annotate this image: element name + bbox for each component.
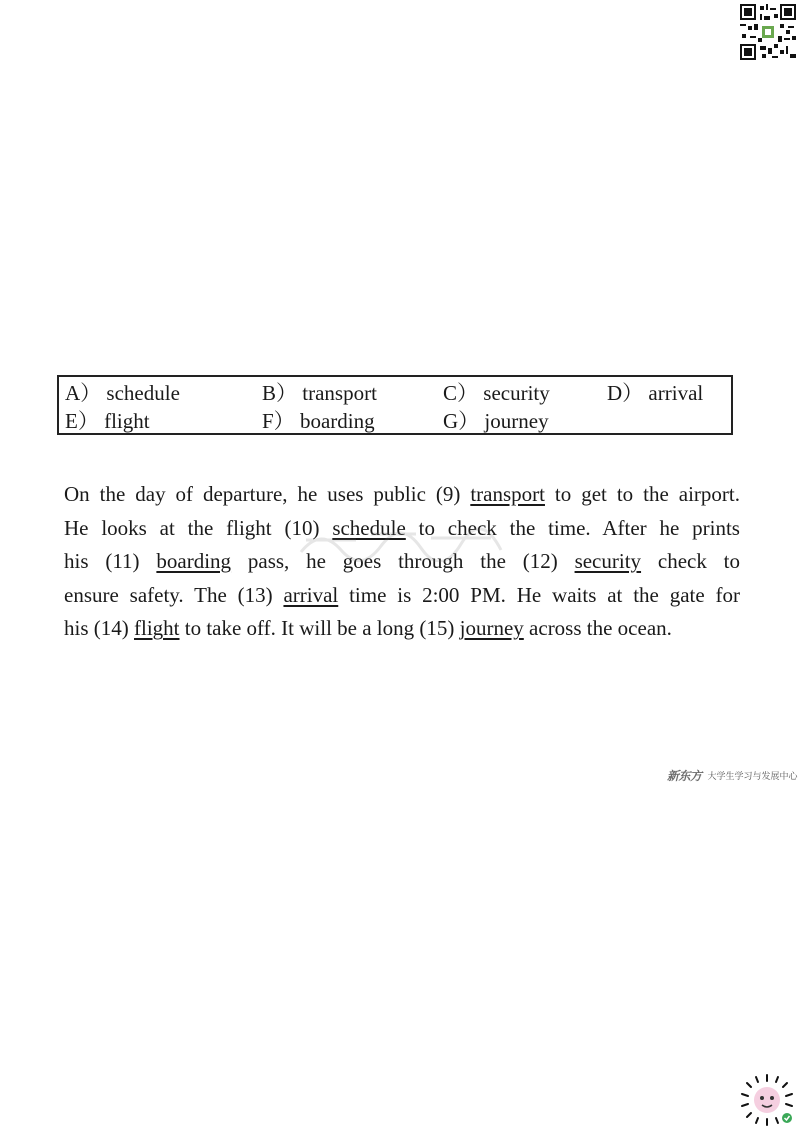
mini-program-code-icon (738, 1072, 796, 1128)
answer-9: transport (470, 482, 545, 506)
answer-13: arrival (283, 582, 339, 607)
passage-line: his (11) boarding pass, he goes through the (12) security check to (64, 549, 741, 574)
passage-line: his (14) flight to take off. It will be a long (15) journey across the ocean. (64, 616, 672, 641)
option-a: A） schedule (65, 381, 180, 405)
word-bank (57, 375, 733, 435)
watermark-graphic (296, 522, 506, 562)
passage-line: On the day of departure, he uses public (9) transport to get to the airport. (64, 482, 740, 506)
answer-12: security (574, 549, 642, 574)
brand-logo: 新东方 (667, 768, 702, 783)
passage-line: He looks at the flight (10) schedule to check the time. After he prints (64, 515, 740, 540)
answer-15: journey (459, 616, 524, 641)
option-f: F） boarding (262, 409, 375, 433)
passage-line: ensure safety. The (13) arrival time is 2:00 PM. He waits at the gate for (64, 582, 740, 607)
option-b: B） transport (262, 381, 377, 405)
option-e: E） flight (65, 409, 150, 433)
answer-14: flight (134, 616, 180, 641)
brand-tagline: 大学生学习与发展中心 (707, 771, 798, 782)
brand-mark (667, 762, 798, 788)
answer-11: boarding (156, 549, 232, 574)
option-g: G） journey (443, 409, 549, 433)
option-d: D） arrival (607, 381, 704, 405)
qr-code-icon (740, 4, 796, 60)
answer-10: schedule (332, 515, 406, 540)
option-c: C） security (443, 381, 550, 405)
